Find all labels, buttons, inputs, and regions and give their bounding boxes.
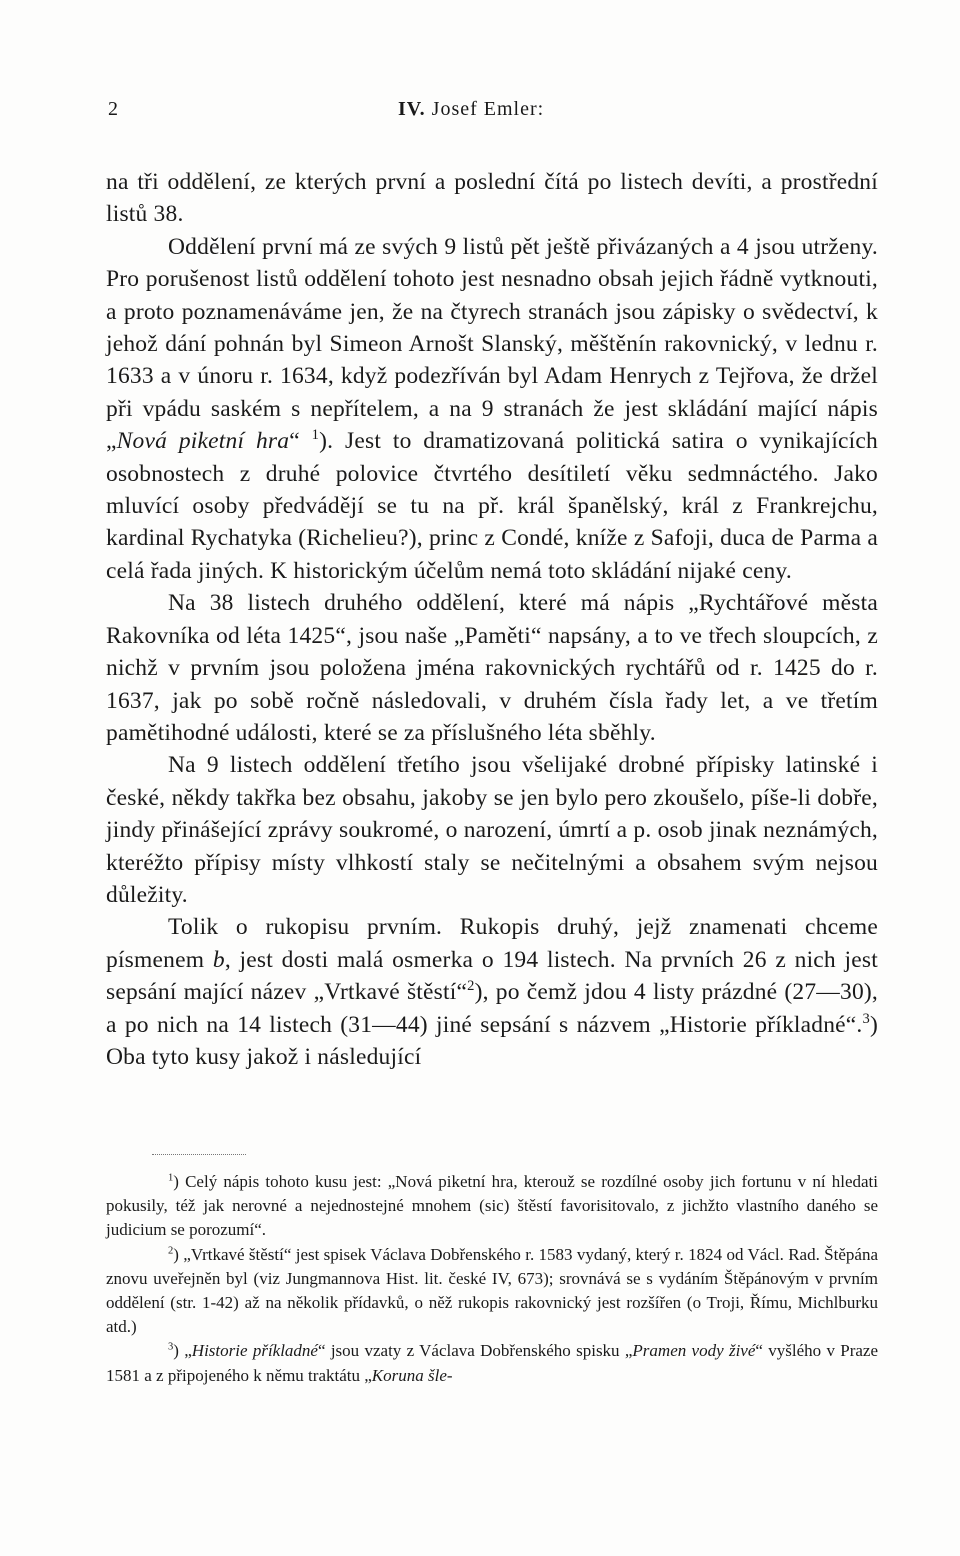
- footnote-2-text: ) „Vrtkavé štěstí“ jest spisek Václava Dobřenského r. 1583 vydaný, který r. 1824 od Václ. Rad. Štěpána znovu uveřejněn byl (viz Jungmannova Hist. lit. české IV, 673); srovnává se s vydáním Štěpánovým v prvním oddělení (str. 1-42) až na několik přídavků, o něž rukopis rakovnický jest rozšířen (o Troji, Římu, Michlburku atd.): [106, 1244, 878, 1337]
- paragraph-3: Na 38 listech druhého oddělení, které má nápis „Rychtářové města Rakovníka od léta 1425“, jsou naše „Paměti“ napsány, a to ve třech sloupcích, z nichž v prvním jsou položena jména rakovnických rychtářů od r. 1425 do r. 1637, jak po sobě ročně následovali, v druhém čísla řady let, a ve třetím pamětihodné události, které se za příslušného léta sběhly.: [106, 590, 878, 746]
- footnote-3-text-c: “ vyšlého v Praze 1581 a z připojeného k němu traktátu „: [106, 1341, 878, 1385]
- paragraph-2-text-b: ). Jest to dramatizovaná politická satira o vynikajících osobnostech z druhé polovice čtvrtého desítiletí věku sedmnáctého. Jako mluvící osoby předvádějí se tu na př. král španělský, král z Frankrejchu, kardinal Rychatyka (Richelieu?), princ z Condé, kníže z Safoji, duca de Parma a celá řada jiných. K historickým účelům nemá toto skládání nijaké ceny.: [106, 428, 878, 584]
- paragraph-2-close-quote: “: [289, 428, 312, 455]
- page-number: 2: [108, 98, 118, 120]
- page-header: [108, 98, 878, 130]
- body-text: [106, 166, 878, 1073]
- footnote-1: [106, 1170, 878, 1243]
- paragraph-2: [106, 231, 878, 587]
- footnote-1-number: 1: [168, 1172, 174, 1184]
- paragraph-4: Na 9 listech oddělení třetího jsou všelijaké drobné přípisky latinské i české, někdy takřka bez obsahu, jakoby se jen bylo pero zkoušelo, píše-li dobře, jindy přinášející zprávy soukromé, o narození, úmrtí a p. osob jinak neznámých, kteréžto přípisy místy vlhkostí staly se nečitelnými a obsahem svým nejsou důležity.: [106, 752, 878, 908]
- paragraph-5-text-a: Tolik o rukopisu prvním. Rukopis druhý, jejž znamenati chceme písmenem: [106, 914, 878, 973]
- footnotes: [106, 1170, 878, 1388]
- footnote-3-italic-2: Pramen vody živé: [632, 1341, 756, 1361]
- paragraph-1: na tři oddělení, ze kterých první a poslední čítá po listech devíti, a prostřední listů 38.: [106, 169, 878, 228]
- footnote-ref-1[interactable]: 1: [311, 427, 320, 444]
- footnote-3-text-b: “ jsou vzaty z Václava Dobřenského spisku „: [317, 1341, 633, 1361]
- paragraph-5-text-e: ) Oba tyto kusy jakož i následující: [106, 1011, 878, 1070]
- footnote-divider: [152, 1154, 246, 1155]
- footnote-3-number: 3: [168, 1341, 174, 1353]
- footnote-2-number: 2: [168, 1244, 174, 1256]
- paragraph-5-text-d: ), po čemž jdou 4 listy prázdné (27—30), a po nich na 14 listech (31—44) jiné sepsání s názvem „Historie příkladné“.: [106, 979, 878, 1038]
- running-head: [398, 98, 544, 121]
- footnote-3-italic-1: Historie příkladné: [191, 1341, 318, 1361]
- running-head-title: Josef Emler:: [431, 98, 545, 120]
- footnote-ref-3[interactable]: 3: [862, 1010, 870, 1027]
- footnote-2: [106, 1243, 878, 1340]
- paragraph-5-text-c: , jest dosti malá osmerka o 194 listech. Na prvních 26 z nich jest sepsání mající název „Vrtkavé štěstí“: [106, 946, 878, 1006]
- paragraph-5: [106, 911, 878, 1073]
- footnote-3: [106, 1339, 878, 1387]
- footnote-ref-2[interactable]: 2: [467, 978, 475, 995]
- paragraph-2-text-a: Oddělení první má ze svých 9 listů pět ještě přivázaných a 4 jsou utrženy. Pro porušenost listů oddělení tohoto jest nesnadno obsah jejich řádně vytknouti, a proto poznamenáváme jen, že na čtyrech stranách jsou zápisky o svědectví, k jehož dání pohnán byl Simeon Arnošt Slanský, měštěnín rakovnický, v lednu r. 1633 a v únoru r. 1634, když podezříván byl Adam Henrych z Tejřova, že držel při vpádu saském s nepřítelem, a na 9 stranách že jest skládání mající nápis „: [106, 233, 878, 455]
- running-head-roman: IV.: [398, 98, 426, 120]
- footnote-3-text-a: ) „: [173, 1341, 192, 1361]
- paragraph-2-italic-title: Nová piketní hra: [116, 428, 290, 455]
- footnote-3-italic-3: Koruna šle-: [371, 1365, 453, 1385]
- footnote-1-text: ) Celý nápis tohoto kusu jest: „Nová piketní hra, kterouž se rozdílné osoby jich fortunu v ní hledati pokusily, též jak nerovné a nejednostejné mnohem (sic) štěstí favorisitovalo, z jichžto vlastního daného se judicium se porozumí“.: [106, 1172, 878, 1240]
- paragraph-5-letter-b: b: [212, 946, 225, 973]
